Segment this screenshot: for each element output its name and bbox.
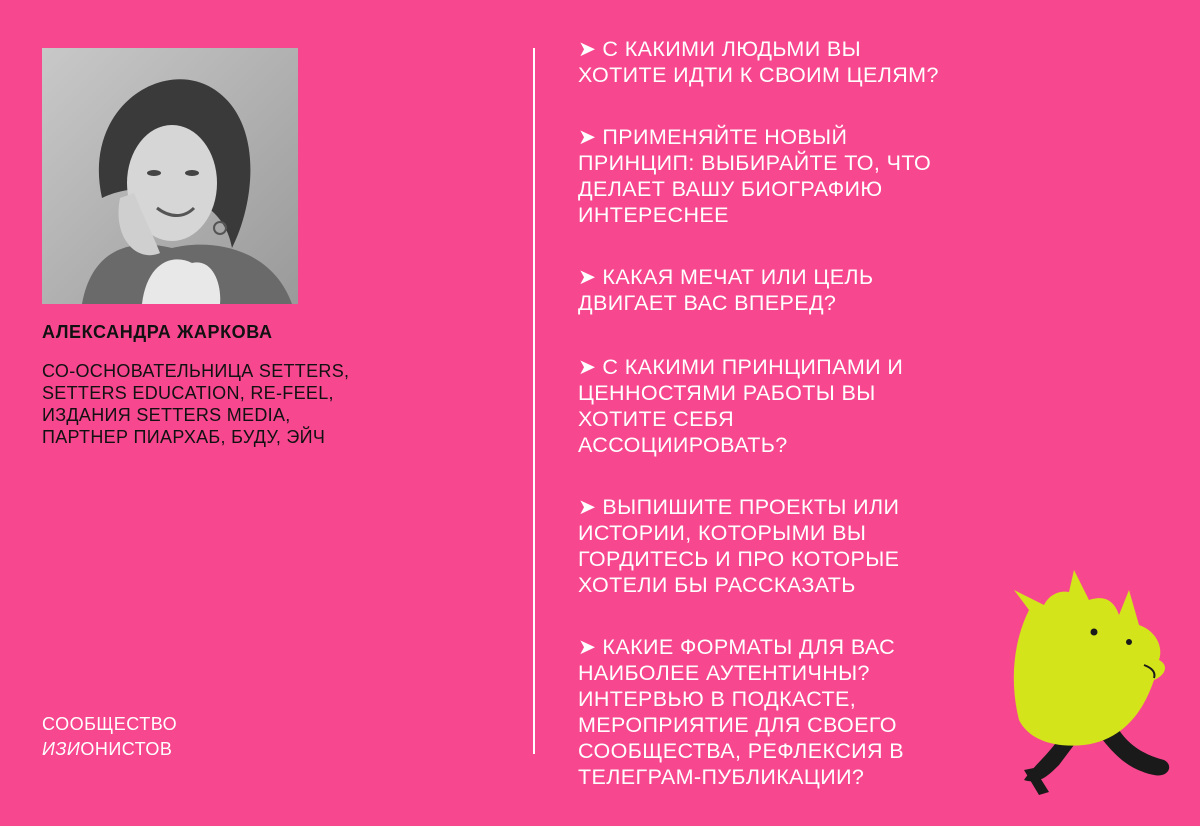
question-line: ИНТЕРВЬЮ В ПОДКАСТЕ, [578, 687, 857, 711]
question-line: ХОТИТЕ ИДТИ К СВОИМ ЦЕЛЯМ? [578, 63, 939, 87]
question-line [578, 634, 998, 660]
question-line: ИНТЕРЕСНЕЕ [578, 203, 729, 227]
arrow-icon: ➤ [578, 265, 597, 289]
person-role [42, 360, 462, 448]
arrow-icon: ➤ [578, 37, 597, 61]
community-line-2-rest: ОНИСТОВ [80, 739, 173, 759]
question-text: С КАКИМИ ЛЮДЬМИ ВЫ [602, 37, 862, 61]
question-line: ХОТЕЛИ БЫ РАССКАЗАТЬ [578, 573, 856, 597]
rhino-mascot-icon [1004, 570, 1184, 800]
question-item [578, 494, 998, 598]
question-text: ПРИМЕНЯЙТЕ НОВЫЙ [602, 125, 848, 149]
question-line: ИСТОРИИ, КОТОРЫМИ ВЫ [578, 521, 867, 545]
question-line: ТЕЛЕГРАМ-ПУБЛИКАЦИИ? [578, 765, 865, 789]
question-text: С КАКИМИ ПРИНЦИПАМИ И [602, 355, 904, 379]
question-line: АССОЦИИРОВАТЬ? [578, 433, 788, 457]
question-text: КАКАЯ МЕЧАТ ИЛИ ЦЕЛЬ [602, 265, 874, 289]
question-line [578, 124, 998, 150]
question-line: ГОРДИТЕСЬ И ПРО КОТОРЫЕ [578, 547, 900, 571]
question-text: ВЫПИШИТЕ ПРОЕКТЫ ИЛИ [602, 495, 900, 519]
portrait-photo [42, 48, 298, 304]
question-line [578, 264, 998, 290]
question-line [578, 36, 998, 62]
vertical-divider [533, 48, 535, 754]
role-line: ПАРТНЕР ПИАРХАБ, БУДУ, ЭЙЧ [42, 427, 326, 447]
arrow-icon: ➤ [578, 355, 597, 379]
question-line: ХОТИТЕ СЕБЯ [578, 407, 735, 431]
role-line: ИЗДАНИЯ SETTERS MEDIA, [42, 405, 291, 425]
portrait-photo-image [42, 48, 298, 304]
questions-list [578, 36, 998, 826]
arrow-icon: ➤ [578, 125, 597, 149]
question-line: ДВИГАЕТ ВАС ВПЕРЕД? [578, 291, 837, 315]
question-item [578, 354, 998, 458]
arrow-icon: ➤ [578, 495, 597, 519]
question-item [578, 264, 998, 316]
question-text: КАКИЕ ФОРМАТЫ ДЛЯ ВАС [602, 635, 896, 659]
rhino-mascot-illustration [1004, 570, 1184, 800]
question-line: НАИБОЛЕЕ АУТЕНТИЧНЫ? [578, 661, 870, 685]
arrow-icon: ➤ [578, 635, 597, 659]
question-line: ПРИНЦИП: ВЫБИРАЙТЕ ТО, ЧТО [578, 151, 932, 175]
question-line: ЦЕННОСТЯМИ РАБОТЫ ВЫ [578, 381, 876, 405]
community-line-2 [42, 737, 177, 762]
question-line [578, 494, 998, 520]
role-line: СО-ОСНОВАТЕЛЬНИЦА SETTERS, [42, 361, 350, 381]
community-logo-text [42, 712, 177, 762]
community-line-2-italic: ИЗИ [42, 739, 81, 759]
role-line: SETTERS EDUCATION, RE-FEEL, [42, 383, 334, 403]
question-item [578, 124, 998, 228]
community-line-1: СООБЩЕСТВО [42, 714, 178, 734]
question-line: ДЕЛАЕТ ВАШУ БИОГРАФИЮ [578, 177, 883, 201]
question-line: МЕРОПРИЯТИЕ ДЛЯ СВОЕГО [578, 713, 897, 737]
question-line: СООБЩЕСТВА, РЕФЛЕКСИЯ В [578, 739, 905, 763]
question-line [578, 354, 998, 380]
person-name: АЛЕКСАНДРА ЖАРКОВА [42, 322, 273, 342]
question-item [578, 634, 998, 790]
question-item [578, 36, 998, 88]
